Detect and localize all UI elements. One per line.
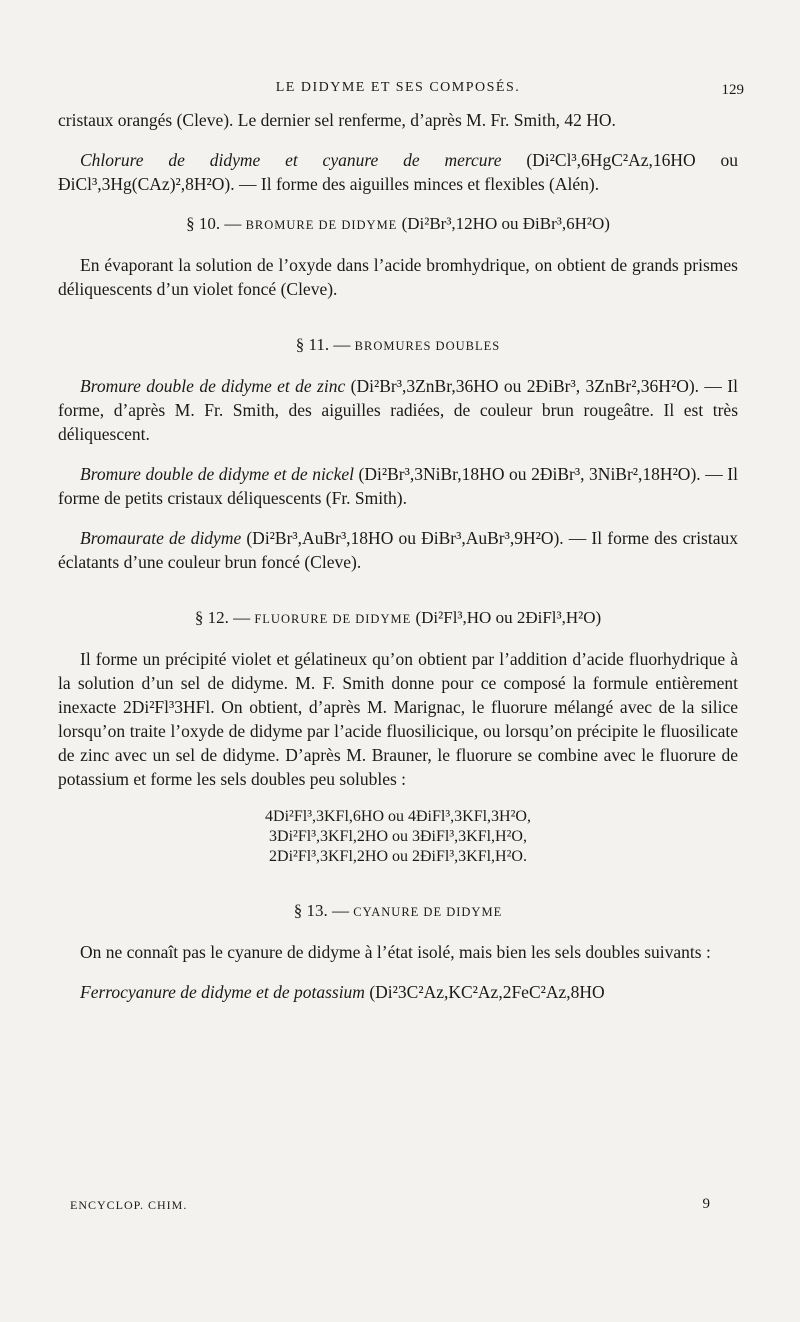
- page-number: 129: [721, 82, 744, 98]
- page-header: [58, 80, 744, 104]
- paragraph-cyanure: On ne connaît pas le cyanure de didyme à l’état isolé, mais bien les sels doubles suivants :: [80, 942, 711, 962]
- section-heading-12: § 12. — FLUORURE DE DIDYME (Di²Fl³,HO ou 2ĐiFl³,H²O): [194, 608, 602, 627]
- paragraph-text: (Di²3C²Az,KC²Az,2FeC²Az,8HO: [364, 982, 605, 1002]
- compound-name: Bromure double de didyme et de zinc: [80, 376, 346, 396]
- paragraph-text: (Di²Br³,3NiBr,18HO ou 2ĐiBr³, 3NiBr²,18H²O). — Il forme de petits cristaux déliquescents (Fr. Smith).: [58, 464, 738, 508]
- paragraph-fluorure: Il forme un précipité violet et gélatineux qu’on obtient par l’addition d’acide fluorhydrique à la solution d’un sel de didyme. M. F. Smith donne pour ce composé la formule entièrement inexacte 2Di²Fl³3HFl. On obtient, d’après M. Marignac, le fluorure mélangé avec de la silice lorsqu’on traite l’oxyde de didyme par l’acide fluosilicique, ou lorsqu’on précipite le fluosilicate de zinc avec un sel de didyme. D’après M. Brauner, le fluorure se combine avec le fluorure de potassium et forme les sels doubles peu solubles :: [58, 649, 738, 789]
- paragraph-text: (Di²Br³,AuBr³,18HO ou ĐiBr³,AuBr³,9H²O). — Il forme des cristaux éclatants d’une couleur brun foncé (Cleve).: [58, 528, 738, 572]
- formula-line: 3Di²Fl³,3KFl,2HO ou 3ĐiFl³,3KFl,H²O,: [269, 828, 527, 845]
- paragraph-bromaurate: [58, 526, 738, 574]
- section-heading-11: § 11. — BROMURES DOUBLES: [295, 335, 501, 354]
- paragraph-text: (Di²Cl³,6HgC²Az,16HO ou ĐiCl³,3Hg(CAz)²,8H²O). — Il forme des aiguilles minces et flexibles (Alén).: [58, 150, 739, 194]
- paragraph-bromure-zinc: [58, 374, 738, 446]
- paragraph-ferrocyanure: [58, 980, 738, 1004]
- paragraph-chlorure-cyanure: [58, 148, 738, 196]
- page-content: [58, 80, 744, 1004]
- formula-list: [58, 807, 738, 867]
- section-title: BROMURE DE DIDYME: [245, 218, 398, 232]
- formula-line: 2Di²Fl³,3KFl,2HO ou 2ĐiFl³,3KFl,H²O.: [269, 848, 527, 865]
- compound-name: Chlorure de didyme et cyanure de mercure: [80, 150, 502, 170]
- paragraph-text: (Di²Br³,3ZnBr,36HO ou 2ĐiBr³, 3ZnBr²,36H²O). — Il forme, d’après M. Fr. Smith, des aiguilles radiées, de couleur brun rougeâtre. Il est très déliquescent.: [58, 376, 738, 444]
- section-title: CYANURE DE DIDYME: [353, 905, 503, 919]
- section-formula: (Di²Fl³,HO ou 2ĐiFl³,H²O): [411, 608, 602, 627]
- formula-line: 4Di²Fl³,3KFl,6HO ou 4ĐiFl³,3KFl,3H²O,: [265, 808, 531, 825]
- section-heading-13: § 13. — CYANURE DE DIDYME: [293, 901, 503, 920]
- section-title: BROMURES DOUBLES: [354, 339, 501, 353]
- section-formula: (Di²Br³,12HO ou ĐiBr³,6H²O): [397, 214, 610, 233]
- paragraph-bromure-nickel: [58, 462, 738, 510]
- compound-name: Ferrocyanure de didyme et de potassium: [80, 982, 365, 1002]
- footer-signature: 9: [702, 1196, 710, 1212]
- section-heading-10: § 10. — BROMURE DE DIDYME (Di²Br³,12HO ou ĐiBr³,6H²O): [186, 214, 610, 233]
- running-title: LE DIDYME ET SES COMPOSÉS.: [275, 80, 521, 95]
- section-title: FLUORURE DE DIDYME: [254, 612, 412, 626]
- compound-name: Bromaurate de didyme: [80, 528, 242, 548]
- compound-name: Bromure double de didyme et de nickel: [80, 464, 354, 484]
- footer-journal: ENCYCLOP. CHIM.: [70, 1198, 188, 1212]
- paragraph-bromure-description: En évaporant la solution de l’oxyde dans l’acide bromhydrique, on obtient de grands prismes déliquescents d’un violet foncé (Cleve).: [58, 255, 738, 299]
- paragraph-continuation: cristaux orangés (Cleve). Le dernier sel renferme, d’après M. Fr. Smith, 42 HO.: [58, 110, 616, 130]
